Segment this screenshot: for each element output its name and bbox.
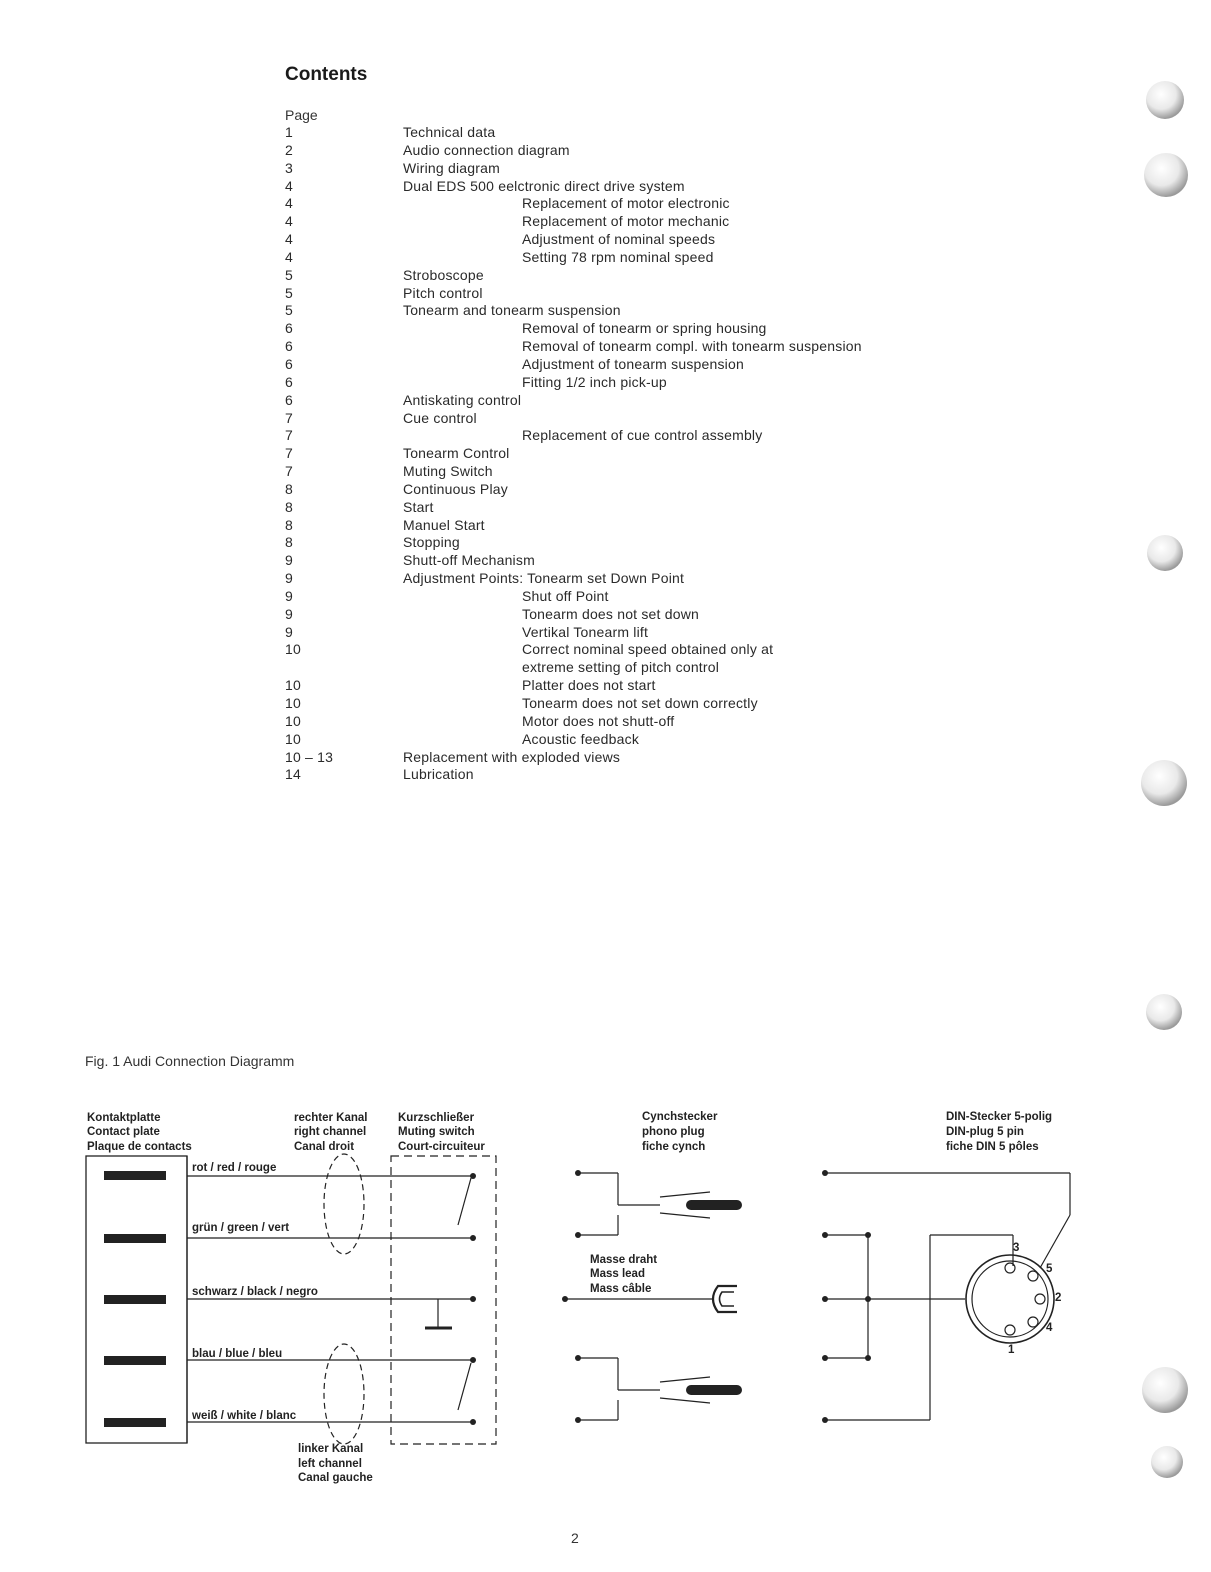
toc-entry — [285, 142, 985, 160]
toc-entry — [285, 231, 985, 249]
din-pin-label: 4 — [1046, 1322, 1053, 1334]
toc-entry-title: Tonearm does not set down — [522, 605, 699, 622]
toc-entry — [285, 695, 985, 713]
toc-entry-title: Removal of tonearm or spring housing — [522, 320, 767, 337]
switch-terminals — [470, 1173, 476, 1425]
wire-label-white: weiß / white / blanc — [192, 1410, 297, 1422]
toc-page-number: 10 — [285, 730, 301, 747]
phono-plug-label-fr: fiche cynch — [642, 1141, 706, 1153]
toc-entry-title: Vertikal Tonearm lift — [522, 623, 649, 640]
toc-entry-title: Shut off Point — [522, 587, 609, 604]
toc-page-number: 7 — [285, 409, 293, 426]
toc-entry-title: Cue control — [403, 409, 477, 426]
muting-switch-label-de: Kurzschließer — [398, 1112, 475, 1124]
toc-page-number: 10 — [285, 695, 301, 711]
contact-plate-label-fr: Plaque de contacts — [87, 1141, 192, 1153]
page-title: Contents — [285, 64, 368, 85]
toc-entry-title: Pitch control — [403, 284, 483, 301]
toc-entry-title: Adjustment of nominal speeds — [522, 231, 716, 248]
toc-entry — [285, 249, 985, 267]
toc-entry-title: extreme setting of pitch control — [522, 659, 720, 676]
toc-entry — [285, 606, 985, 624]
toc-entry-title: Removal of tonearm compl. with tonearm suspension — [522, 338, 862, 355]
toc-page-number: 6 — [285, 355, 293, 372]
wires — [187, 1154, 496, 1444]
figure-caption: Fig. 1 Audi Connection Diagramm — [85, 1053, 295, 1069]
toc-page-number: 1 — [285, 124, 293, 140]
labels — [87, 1111, 1061, 1484]
toc-entry — [285, 481, 985, 499]
toc-page-number: 4 — [285, 213, 293, 230]
left-channel-label-fr: Canal gauche — [298, 1472, 373, 1484]
toc-page-number: 4 — [285, 248, 293, 265]
toc-entry-title: Tonearm and tonearm suspension — [403, 302, 621, 319]
toc-entry — [285, 195, 985, 213]
toc-entry-title: Replacement of cue control assembly — [522, 427, 763, 444]
toc-entry — [285, 427, 985, 445]
toc-entry-title: Replacement of motor mechanic — [522, 213, 730, 230]
toc-entry — [285, 285, 985, 303]
contact-plate-label-de: Kontaktplatte — [87, 1112, 161, 1124]
left-channel-shield — [324, 1344, 364, 1444]
toc-page-number: 8 — [285, 534, 293, 551]
toc-entry-title: Adjustment Points: Tonearm set Down Point — [403, 570, 685, 587]
toc-page-number: 8 — [285, 516, 293, 533]
toc-entry — [285, 463, 985, 481]
toc-page-number: 10 – 13 — [285, 748, 334, 765]
toc-entry-title: Muting Switch — [403, 463, 493, 480]
toc-page-number: 8 — [285, 498, 293, 515]
toc-entry — [285, 124, 985, 142]
toc-page-number: 9 — [285, 552, 293, 569]
toc-entry — [285, 517, 985, 535]
toc-page-number: 10 — [285, 712, 301, 729]
toc-page-number: 4 — [285, 231, 293, 248]
page-number: 2 — [571, 1530, 579, 1546]
toc-entry — [285, 302, 985, 320]
toc-entry — [285, 570, 985, 588]
toc-entry — [285, 445, 985, 463]
toc-entry-title: Replacement of motor electronic — [522, 195, 730, 212]
toc-entry-title: Wiring diagram — [403, 159, 500, 176]
binder-hole — [1141, 760, 1187, 806]
right-channel-shield — [324, 1154, 364, 1254]
phono-plug-drawing — [565, 1173, 737, 1420]
muting-switch-label-fr: Court-circuiteur — [398, 1141, 485, 1153]
toc-page-number: 3 — [285, 159, 293, 176]
toc-page-number: 7 — [285, 463, 293, 480]
wire-label-blue: blau / blue / bleu — [192, 1348, 283, 1360]
right-channel-label-fr: Canal droit — [294, 1141, 355, 1153]
contact-plate-label-en: Contact plate — [87, 1126, 160, 1138]
wire-label-green: grün / green / vert — [192, 1222, 290, 1234]
toc-page-number: 6 — [285, 391, 293, 408]
toc-page-number: 14 — [285, 766, 301, 783]
toc-page-number: 7 — [285, 427, 293, 444]
toc-entry-title: Audio connection diagram — [403, 141, 570, 158]
toc-page-number: 6 — [285, 338, 293, 355]
toc-entry — [285, 499, 985, 517]
toc-page-number: 5 — [285, 266, 293, 283]
toc-entry-title: Continuous Play — [403, 480, 508, 497]
binder-hole — [1146, 994, 1182, 1030]
din-plug-label-en: DIN-plug 5 pin — [946, 1126, 1024, 1138]
toc-entry — [285, 374, 985, 392]
binder-hole — [1146, 81, 1184, 119]
toc-page-number: 8 — [285, 480, 293, 497]
ground-lead-label-fr: Mass câble — [590, 1283, 652, 1295]
toc-entry — [285, 178, 985, 196]
right-channel-label-en: right channel — [294, 1126, 367, 1138]
ground-lead-label-de: Masse draht — [590, 1254, 658, 1266]
toc-entry — [285, 392, 985, 410]
toc-page-number: 5 — [285, 302, 293, 319]
toc-entry — [285, 410, 985, 428]
toc-page-number: 6 — [285, 373, 293, 390]
din-pin-label: 3 — [1013, 1242, 1020, 1254]
toc-entry — [285, 356, 985, 374]
toc-page-number: 10 — [285, 677, 301, 694]
toc-entry-title: Replacement with exploded views — [403, 748, 621, 765]
toc-entry-title: Acoustic feedback — [522, 730, 640, 747]
toc-entry — [285, 213, 985, 231]
audio-connection-diagram — [0, 1100, 1211, 1500]
toc-entry-title: Stopping — [403, 534, 460, 551]
din-junctions — [822, 1170, 871, 1423]
toc-page-number: 6 — [285, 320, 293, 337]
toc-entry — [285, 713, 985, 731]
toc-page-number: 4 — [285, 195, 293, 212]
din-pin-label: 2 — [1055, 1292, 1062, 1304]
toc-entry — [285, 624, 985, 642]
ground-lead-label-en: Mass lead — [590, 1268, 645, 1280]
right-channel-label-de: rechter Kanal — [294, 1112, 368, 1124]
toc-entry — [285, 749, 985, 767]
binder-hole — [1144, 153, 1188, 197]
toc-entry — [285, 552, 985, 570]
toc-entry — [285, 731, 985, 749]
phono-plug-label-en: phono plug — [642, 1126, 705, 1138]
toc-entry — [285, 641, 985, 659]
din-plug-label-fr: fiche DIN 5 pôles — [946, 1141, 1039, 1153]
toc-page-number: 9 — [285, 570, 293, 587]
muting-switch-box — [391, 1156, 496, 1444]
toc-entry — [285, 534, 985, 552]
din-pin-label: 1 — [1008, 1344, 1015, 1356]
left-channel-label-en: left channel — [298, 1458, 362, 1470]
toc-entry-title: Manuel Start — [403, 516, 485, 533]
din-plug-drawing — [825, 1173, 1070, 1420]
toc-entry-title: Setting 78 rpm nominal speed — [522, 248, 714, 265]
toc-page-number: 5 — [285, 284, 293, 301]
wire-label-black: schwarz / black / negro — [192, 1286, 318, 1298]
toc-entry-title: Tonearm Control — [403, 445, 510, 462]
toc-entry-title: Motor does not shutt-off — [522, 712, 675, 729]
toc-entry — [285, 160, 985, 178]
muting-switch-label-en: Muting switch — [398, 1126, 475, 1138]
toc-entry-title: Start — [403, 498, 434, 515]
toc-entry-title: Tonearm does not set down correctly — [522, 695, 758, 711]
wire-label-red: rot / red / rouge — [192, 1162, 277, 1174]
page-column-header: Page — [285, 107, 318, 123]
toc-page-number: 9 — [285, 605, 293, 622]
toc-entry-title: Antiskating control — [403, 391, 522, 408]
toc-entry-title: Fitting 1/2 inch pick-up — [522, 373, 667, 390]
toc-page-number: 10 — [285, 641, 301, 658]
toc-page-number: 7 — [285, 445, 293, 462]
toc-entry — [285, 659, 985, 677]
toc-entry-title: Adjustment of tonearm suspension — [522, 355, 744, 372]
toc-entry-title: Shutt-off Mechanism — [403, 552, 535, 569]
toc-entry-title: Platter does not start — [522, 677, 656, 694]
table-of-contents — [285, 124, 985, 784]
binder-hole — [1147, 535, 1183, 571]
toc-entry — [285, 588, 985, 606]
toc-entry — [285, 766, 985, 784]
toc-entry-title: Technical data — [403, 124, 496, 140]
toc-entry-title: Lubrication — [403, 766, 474, 783]
phono-plug-label-de: Cynchstecker — [642, 1111, 718, 1123]
toc-entry — [285, 320, 985, 338]
toc-page-number: 9 — [285, 587, 293, 604]
contact-pads — [104, 1171, 166, 1427]
toc-entry-title: Correct nominal speed obtained only at — [522, 641, 774, 658]
toc-page-number: 2 — [285, 141, 293, 158]
din-plug-label-de: DIN-Stecker 5-polig — [946, 1111, 1053, 1123]
left-channel-label-de: linker Kanal — [298, 1443, 364, 1455]
toc-entry — [285, 677, 985, 695]
toc-entry — [285, 338, 985, 356]
toc-entry-title: Stroboscope — [403, 266, 484, 283]
toc-page-number: 4 — [285, 177, 293, 194]
toc-page-number: 9 — [285, 623, 293, 640]
toc-entry — [285, 267, 985, 285]
toc-entry-title: Dual EDS 500 eelctronic direct drive system — [403, 177, 685, 194]
din-pin-label: 5 — [1046, 1263, 1053, 1275]
phono-plug-tips — [562, 1170, 742, 1423]
